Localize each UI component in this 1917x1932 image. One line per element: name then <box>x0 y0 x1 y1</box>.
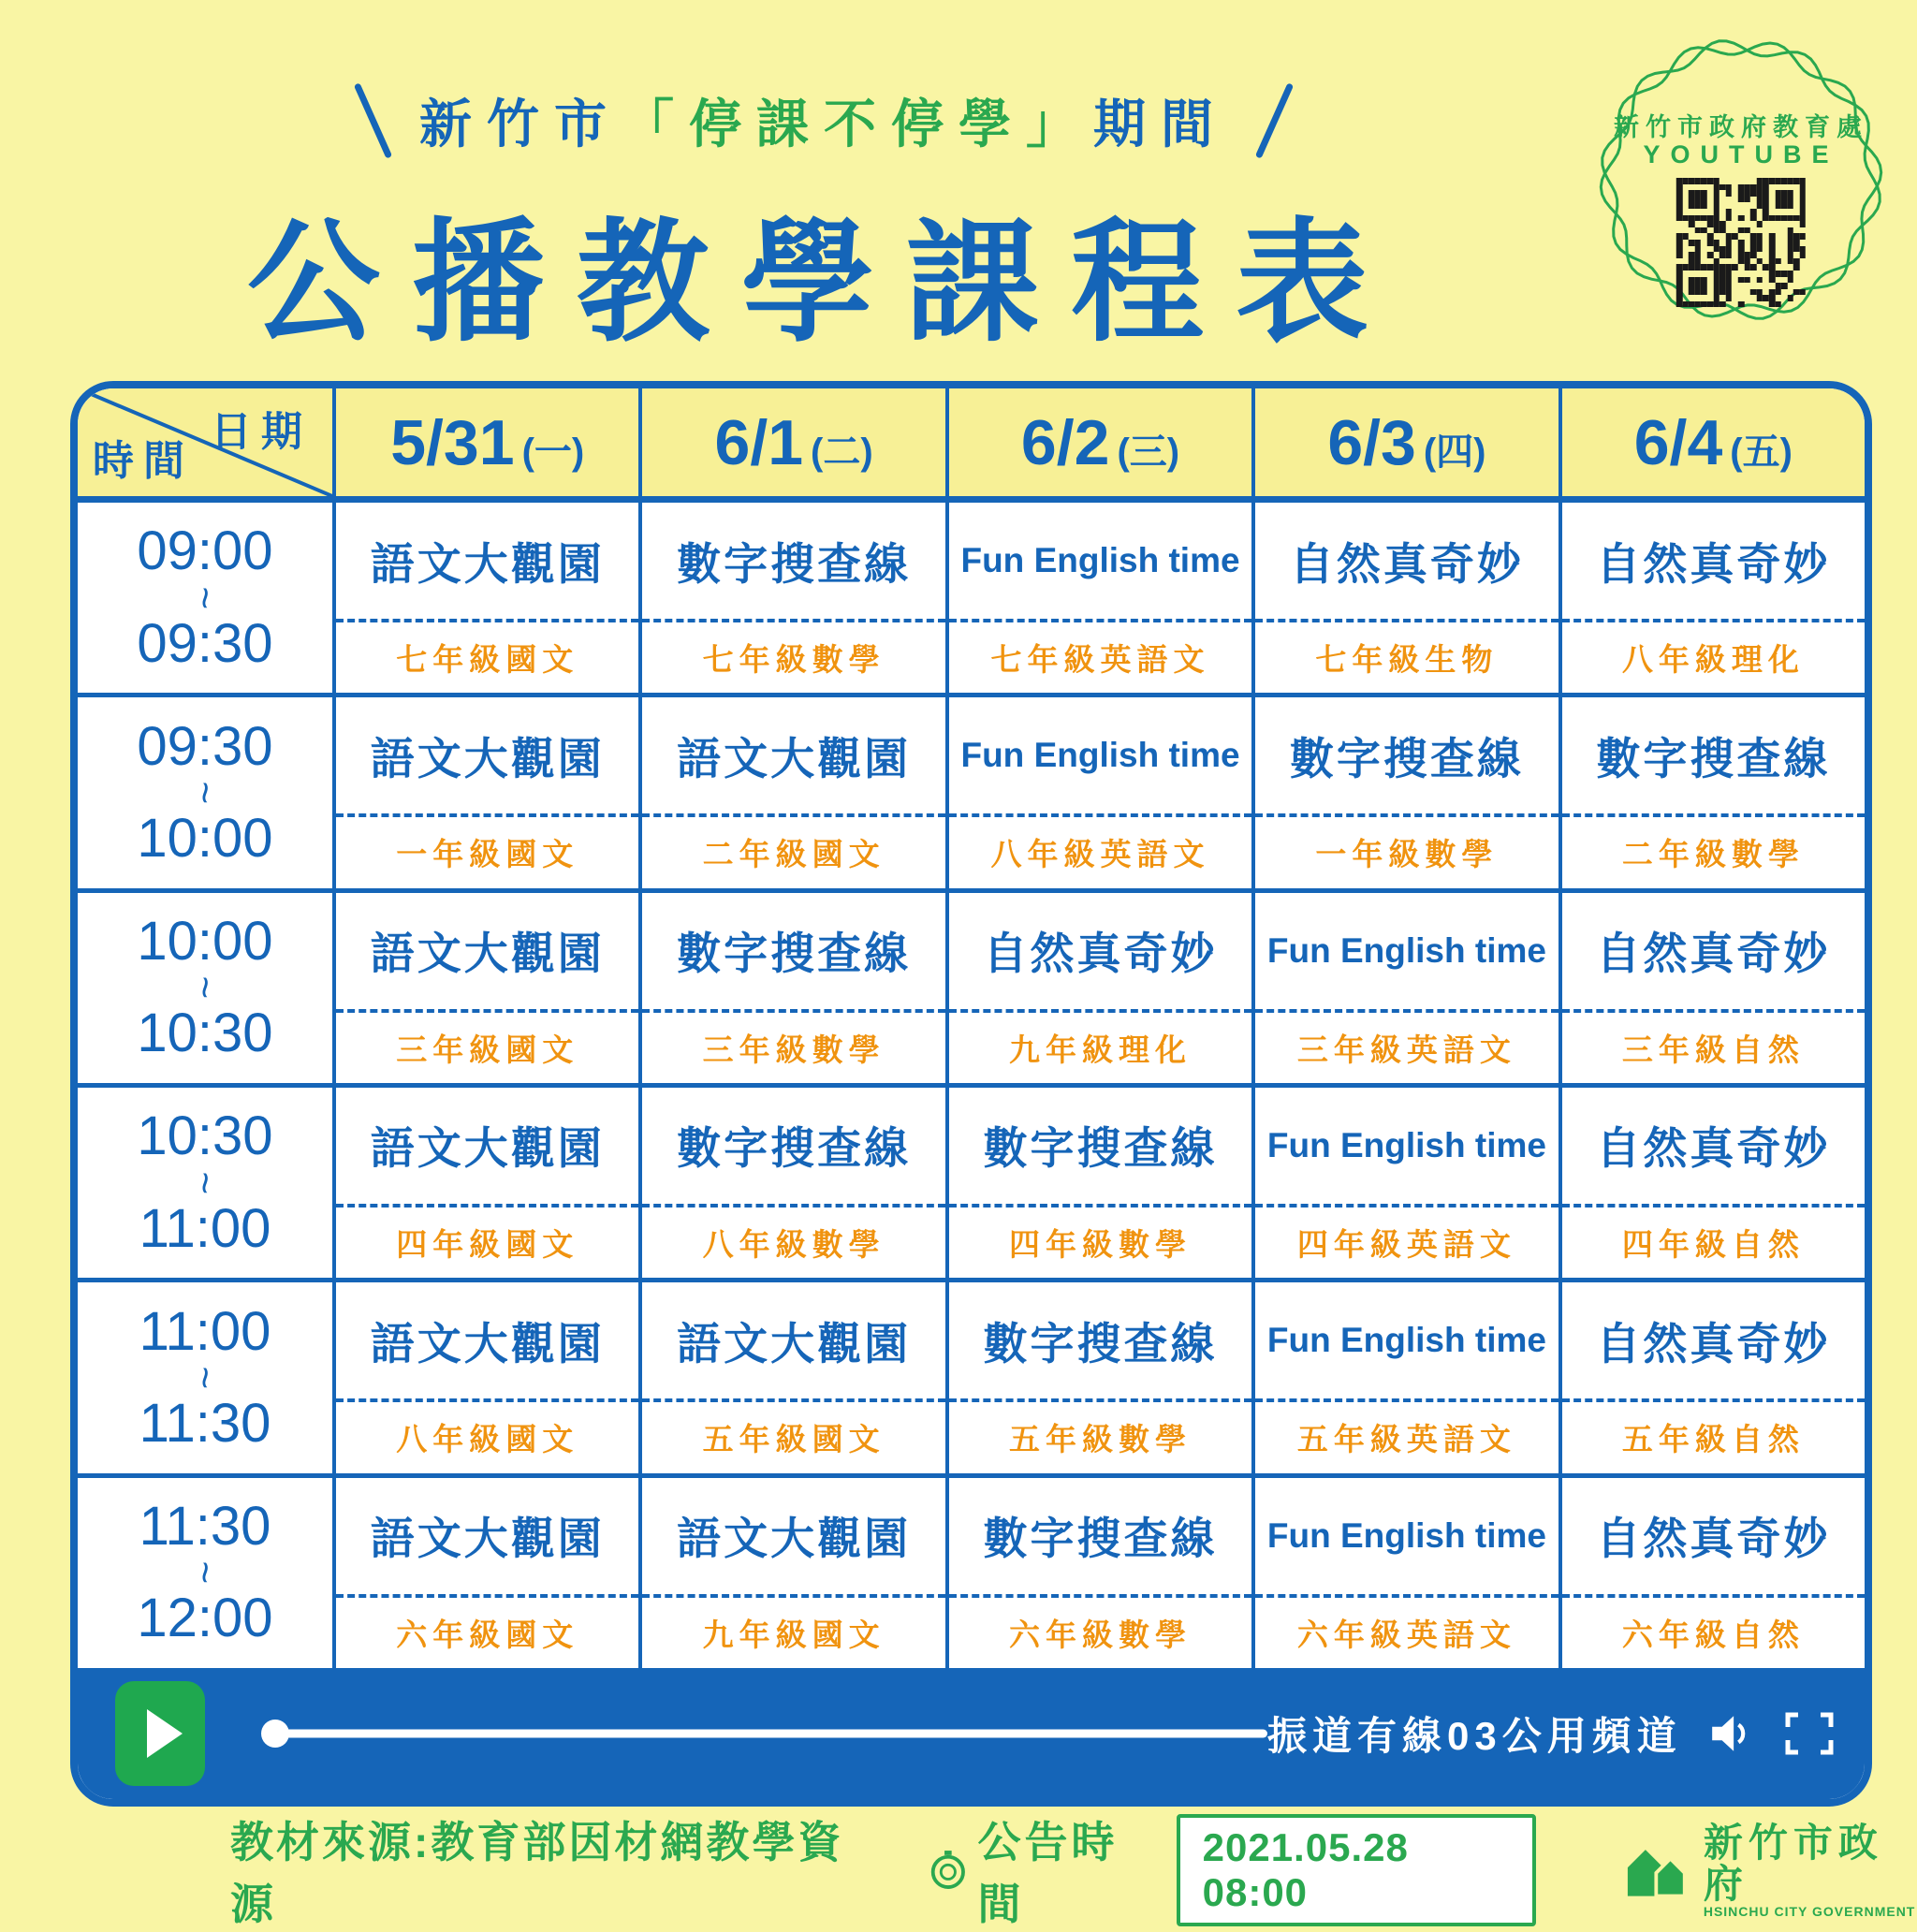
program-name: 語文大觀園 <box>677 733 912 783</box>
schedule-cell <box>638 893 944 1083</box>
schedule-cell <box>945 1088 1251 1278</box>
gov-logo-text <box>1704 1822 1917 1919</box>
table-body <box>78 503 1865 1668</box>
subtitle <box>0 80 1647 161</box>
grade-subject: 九年級國文 <box>702 1617 885 1652</box>
program-name: 自然真奇妙 <box>1596 1318 1831 1368</box>
program-name: 語文大觀園 <box>370 929 605 979</box>
program-name: 數字搜查線 <box>1289 733 1524 783</box>
time-end: 09:30 <box>137 612 273 674</box>
grade-subject: 八年級英語文 <box>990 837 1210 872</box>
program-name: 數字搜查線 <box>983 1123 1218 1174</box>
grade-subject: 七年級數學 <box>702 642 885 678</box>
grade-subject: 五年級自然 <box>1621 1422 1805 1457</box>
table-row <box>78 693 1865 887</box>
time-cell <box>78 1478 332 1668</box>
clock-icon <box>928 1849 969 1892</box>
time-end: 11:30 <box>139 1392 271 1454</box>
grade-subject: 七年級生物 <box>1315 642 1499 678</box>
progress-knob[interactable] <box>261 1720 289 1748</box>
grade-subject: 一年級數學 <box>1315 837 1499 872</box>
program-name: 自然真奇妙 <box>983 929 1218 979</box>
grade-subject: 三年級數學 <box>702 1032 885 1067</box>
date-number: 6/2 <box>1020 406 1110 478</box>
program-name: 語文大觀園 <box>370 1123 605 1174</box>
qr-code-icon <box>1676 178 1806 307</box>
time-cell <box>78 503 332 693</box>
schedule-cell <box>1251 503 1558 693</box>
time-start: 09:00 <box>137 520 273 582</box>
tilde-separator: ~ <box>183 1561 227 1585</box>
schedule-cell <box>332 893 638 1083</box>
program-name: 語文大觀園 <box>370 1514 605 1564</box>
schedule-cell <box>638 1478 944 1668</box>
schedule-cell <box>638 1282 944 1472</box>
slash-right-icon <box>1255 82 1294 158</box>
program-name: Fun English time <box>1266 1515 1546 1555</box>
schedule-cell <box>1558 1088 1865 1278</box>
grade-subject: 三年級英語文 <box>1296 1032 1516 1067</box>
time-end: 10:00 <box>137 807 273 869</box>
play-icon <box>147 1709 183 1758</box>
qr-caption-line1: 新竹市政府教育處 <box>1614 113 1868 141</box>
corner-cell <box>78 388 332 496</box>
time-end: 11:00 <box>139 1197 271 1259</box>
time-cell <box>78 1282 332 1472</box>
schedule-cell <box>332 503 638 693</box>
schedule-table <box>70 381 1872 1807</box>
program-name: 自然真奇妙 <box>1596 929 1831 979</box>
grade-subject: 七年級國文 <box>396 642 579 678</box>
time-start: 09:30 <box>137 715 273 777</box>
date-header <box>332 388 638 496</box>
date-number: 6/1 <box>714 406 804 478</box>
date-header <box>1558 388 1865 496</box>
progress-track <box>274 1730 1267 1738</box>
youtube-qr-badge[interactable] <box>1597 36 1885 324</box>
program-name: 數字搜查線 <box>677 1123 912 1174</box>
grade-subject: 五年級國文 <box>702 1422 885 1457</box>
schedule-cell <box>1558 503 1865 693</box>
house-logo-icon <box>1626 1841 1691 1899</box>
video-player-bar <box>78 1668 1865 1799</box>
announce-time-label: 公告時間 <box>977 1818 1119 1928</box>
time-start: 11:30 <box>139 1496 271 1558</box>
program-name: Fun English time <box>960 541 1240 579</box>
program-name: 數字搜查線 <box>677 929 912 979</box>
tilde-separator: ~ <box>183 1171 227 1194</box>
schedule-cell <box>1558 1478 1865 1668</box>
corner-label-date: 日期 <box>211 409 312 455</box>
fullscreen-icon[interactable] <box>1779 1711 1839 1756</box>
qr-caption-line2: YOUTUBE <box>1643 140 1839 168</box>
program-name: 數字搜查線 <box>677 538 912 589</box>
program-name: Fun English time <box>1266 930 1546 970</box>
grade-subject: 三年級國文 <box>396 1032 579 1067</box>
tilde-separator: ~ <box>183 976 227 1000</box>
grade-subject: 五年級數學 <box>1009 1422 1193 1457</box>
tilde-separator: ~ <box>183 586 227 609</box>
time-end: 12:00 <box>137 1588 273 1649</box>
grade-subject: 八年級國文 <box>396 1422 579 1457</box>
schedule-cell <box>945 893 1251 1083</box>
schedule-cell <box>638 1088 944 1278</box>
progress-bar[interactable] <box>261 1719 1267 1749</box>
grade-subject: 八年級數學 <box>702 1227 885 1263</box>
tilde-separator: ~ <box>183 1366 227 1390</box>
schedule-cell <box>638 697 944 887</box>
schedule-cell <box>1558 893 1865 1083</box>
program-name: 自然真奇妙 <box>1596 1123 1831 1174</box>
schedule-cell <box>1251 697 1558 887</box>
schedule-cell <box>1251 893 1558 1083</box>
grade-subject: 二年級數學 <box>1621 837 1805 872</box>
table-row <box>78 503 1865 693</box>
gov-name-en: HSINCHU CITY GOVERNMENT <box>1703 1903 1916 1919</box>
grade-subject: 四年級國文 <box>396 1227 579 1263</box>
grade-subject: 七年級英語文 <box>990 642 1210 678</box>
program-name: Fun English time <box>1266 1321 1546 1360</box>
date-weekday: (五) <box>1730 432 1793 473</box>
date-weekday: (一) <box>521 432 585 473</box>
time-end: 10:30 <box>137 1003 273 1064</box>
program-name: 語文大觀園 <box>370 538 605 589</box>
schedule-cell <box>945 697 1251 887</box>
grade-subject: 六年級英語文 <box>1296 1617 1516 1652</box>
subtitle-prefix: 新竹市 <box>419 95 622 154</box>
date-header <box>945 388 1251 496</box>
schedule-cell <box>945 1282 1251 1472</box>
time-start: 10:00 <box>137 911 273 973</box>
schedule-cell <box>1251 1088 1558 1278</box>
program-name: 語文大觀園 <box>677 1318 912 1368</box>
program-name: 數字搜查線 <box>983 1514 1218 1564</box>
schedule-cell <box>1251 1478 1558 1668</box>
channel-label: 振道有線03公用頻道 <box>1267 1714 1682 1758</box>
subtitle-suffix: 期間 <box>1093 95 1228 154</box>
time-cell <box>78 697 332 887</box>
grade-subject: 四年級數學 <box>1009 1227 1193 1263</box>
time-cell <box>78 893 332 1083</box>
slash-left-icon <box>354 82 392 158</box>
date-number: 6/3 <box>1327 406 1416 478</box>
schedule-cell <box>332 697 638 887</box>
schedule-cell <box>332 1478 638 1668</box>
tilde-separator: ~ <box>183 781 227 805</box>
footer <box>0 1818 1917 1928</box>
subtitle-text <box>419 83 1228 158</box>
date-header <box>638 388 944 496</box>
time-start: 10:30 <box>137 1105 273 1167</box>
grade-subject: 九年級理化 <box>1009 1032 1193 1067</box>
schedule-cell <box>1558 697 1865 887</box>
program-name: 自然真奇妙 <box>1596 1514 1831 1564</box>
date-weekday: (三) <box>1117 432 1180 473</box>
grade-subject: 五年級英語文 <box>1296 1422 1516 1457</box>
date-number: 6/4 <box>1633 406 1723 478</box>
program-name: 數字搜查線 <box>1596 733 1831 783</box>
grade-subject: 三年級自然 <box>1621 1032 1805 1067</box>
time-cell <box>78 1088 332 1278</box>
grade-subject: 二年級國文 <box>702 837 885 872</box>
date-header <box>1251 388 1558 496</box>
grade-subject: 六年級數學 <box>1009 1617 1193 1652</box>
table-header-row <box>78 388 1865 503</box>
grade-subject: 八年級理化 <box>1621 642 1805 678</box>
hsinchu-gov-logo <box>1626 1822 1917 1919</box>
schedule-cell <box>945 1478 1251 1668</box>
gov-name-zh: 新竹市政府 <box>1703 1820 1883 1906</box>
table-row <box>78 1278 1865 1472</box>
grade-subject: 一年級國文 <box>396 837 579 872</box>
speaker-icon[interactable] <box>1706 1711 1755 1756</box>
grade-subject: 六年級自然 <box>1621 1617 1805 1652</box>
table-row <box>78 888 1865 1083</box>
schedule-cell <box>332 1282 638 1472</box>
announce-time-value: 2021.05.28 08:00 <box>1177 1814 1537 1926</box>
play-button[interactable] <box>115 1681 205 1786</box>
schedule-cell <box>638 503 944 693</box>
page-title: 公播教學課程表 <box>247 209 1400 358</box>
table-row <box>78 1083 1865 1278</box>
time-start: 11:00 <box>139 1300 271 1362</box>
grade-subject: 四年級自然 <box>1621 1227 1805 1263</box>
corner-label-time: 時間 <box>93 438 194 484</box>
material-source-text: 教材來源:教育部因材網教學資源 <box>230 1818 844 1928</box>
schedule-cell <box>332 1088 638 1278</box>
date-weekday: (二) <box>811 432 873 473</box>
program-name: 語文大觀園 <box>370 1318 605 1368</box>
program-name: 自然真奇妙 <box>1596 538 1831 589</box>
program-name: Fun English time <box>960 736 1240 775</box>
date-number: 5/31 <box>390 406 515 478</box>
program-name: 語文大觀園 <box>677 1514 912 1564</box>
program-name: Fun English time <box>1266 1125 1546 1164</box>
date-weekday: (四) <box>1423 432 1486 473</box>
table-row <box>78 1473 1865 1668</box>
schedule-cell <box>945 503 1251 693</box>
subtitle-highlight: 「停課不停學」 <box>622 95 1093 154</box>
schedule-cell <box>1558 1282 1865 1472</box>
grade-subject: 六年級國文 <box>396 1617 579 1652</box>
announce-time-group <box>928 1808 1156 1932</box>
program-name: 語文大觀園 <box>370 733 605 783</box>
program-name: 自然真奇妙 <box>1289 538 1524 589</box>
grade-subject: 四年級英語文 <box>1296 1227 1516 1263</box>
program-name: 數字搜查線 <box>983 1318 1218 1368</box>
schedule-cell <box>1251 1282 1558 1472</box>
